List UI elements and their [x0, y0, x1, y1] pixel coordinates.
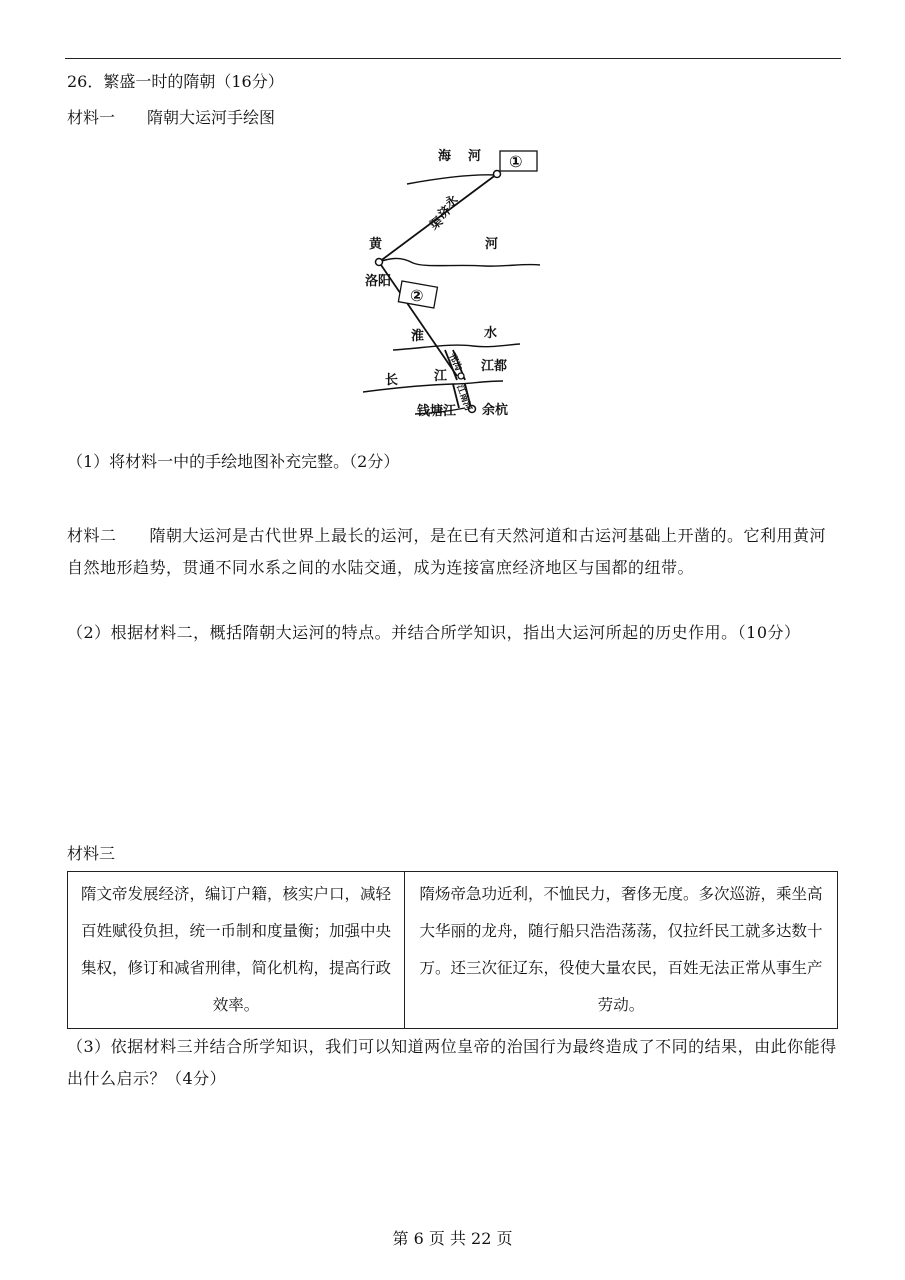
- huai-river-line: [393, 344, 520, 350]
- yangtze-river-line: [363, 381, 503, 392]
- material2-text: 材料二 隋朝大运河是古代世界上最长的运河，是在已有天然河道和古运河基础上开凿的。它利用黄河自然地形趋势，贯通不同水系之间的水陆交通，成为连接富庶经济地区与国都的纽带。: [67, 526, 827, 577]
- material3-row: [68, 872, 838, 1029]
- label-hai: 海: [438, 149, 452, 164]
- label-shui: 水: [484, 326, 498, 341]
- question-1: （1）将材料一中的手绘地图补充完整。（2分）: [67, 452, 400, 471]
- label-luoyang: 洛阳: [365, 274, 392, 289]
- question-3: （3）依据材料三并结合所学知识，我们可以知道两位皇帝的治国行为最终造成了不同的结果，由此你能得出什么启示？（4分）: [67, 1037, 837, 1088]
- grand-canal-map: [345, 138, 545, 423]
- material3-table: [67, 871, 838, 1029]
- material3-label: 材料三: [67, 844, 116, 863]
- label-jiangdu: 江都: [481, 359, 508, 374]
- label-yongji-2: 济: [435, 202, 454, 222]
- luoyang-point: [376, 259, 383, 266]
- label-huang: 黄: [369, 237, 383, 252]
- label-yongji-3: 渠: [427, 213, 446, 233]
- question-title: 26．繁盛一时的隋朝（16分）: [67, 72, 284, 91]
- page-footer: 第 6 页 共 22 页: [392, 1229, 513, 1248]
- label-qiantangjiang: 钱塘江: [417, 404, 457, 419]
- label-hai-he: 河: [468, 149, 482, 164]
- blank-box-2-label: ②: [410, 286, 424, 305]
- jiangdu-point: [458, 373, 464, 379]
- label-yuhang: 余杭: [482, 403, 509, 418]
- hai-river-line: [407, 175, 495, 184]
- label-chang: 长: [385, 373, 399, 388]
- label-jiangnanhe: 江南河: [454, 383, 473, 413]
- blank-box-1-label: ①: [509, 152, 523, 171]
- header-rule: [65, 58, 841, 59]
- label-yongji-1: 永: [442, 191, 461, 211]
- material3-right-cell: 隋炀帝急功近利，不恤民力，奢侈无度。多次巡游，乘坐高大华丽的龙舟，随行船只浩浩荡荡，仅拉纤民工就多达数十万。还三次征辽东，役使大量农民，百姓无法正常从事生产劳动。: [405, 872, 838, 1029]
- material3-left-cell: 隋文帝发展经济，编订户籍，核实户口，减轻百姓赋役负担，统一币制和度量衡；加强中央集权，修订和减省刑律，简化机构，提高行政效率。: [68, 872, 405, 1029]
- label-he: 河: [485, 237, 499, 252]
- label-huai: 淮: [411, 329, 425, 344]
- label-hangou: 邗沟: [446, 352, 463, 373]
- label-jiang: 江: [434, 369, 448, 384]
- material1-label: 材料一 隋朝大运河手绘图: [67, 108, 276, 127]
- yellow-river-line: [375, 258, 540, 266]
- question-2: （2）根据材料二，概括隋朝大运河的特点。并结合所学知识，指出大运河所起的历史作用。（10分）: [67, 623, 801, 642]
